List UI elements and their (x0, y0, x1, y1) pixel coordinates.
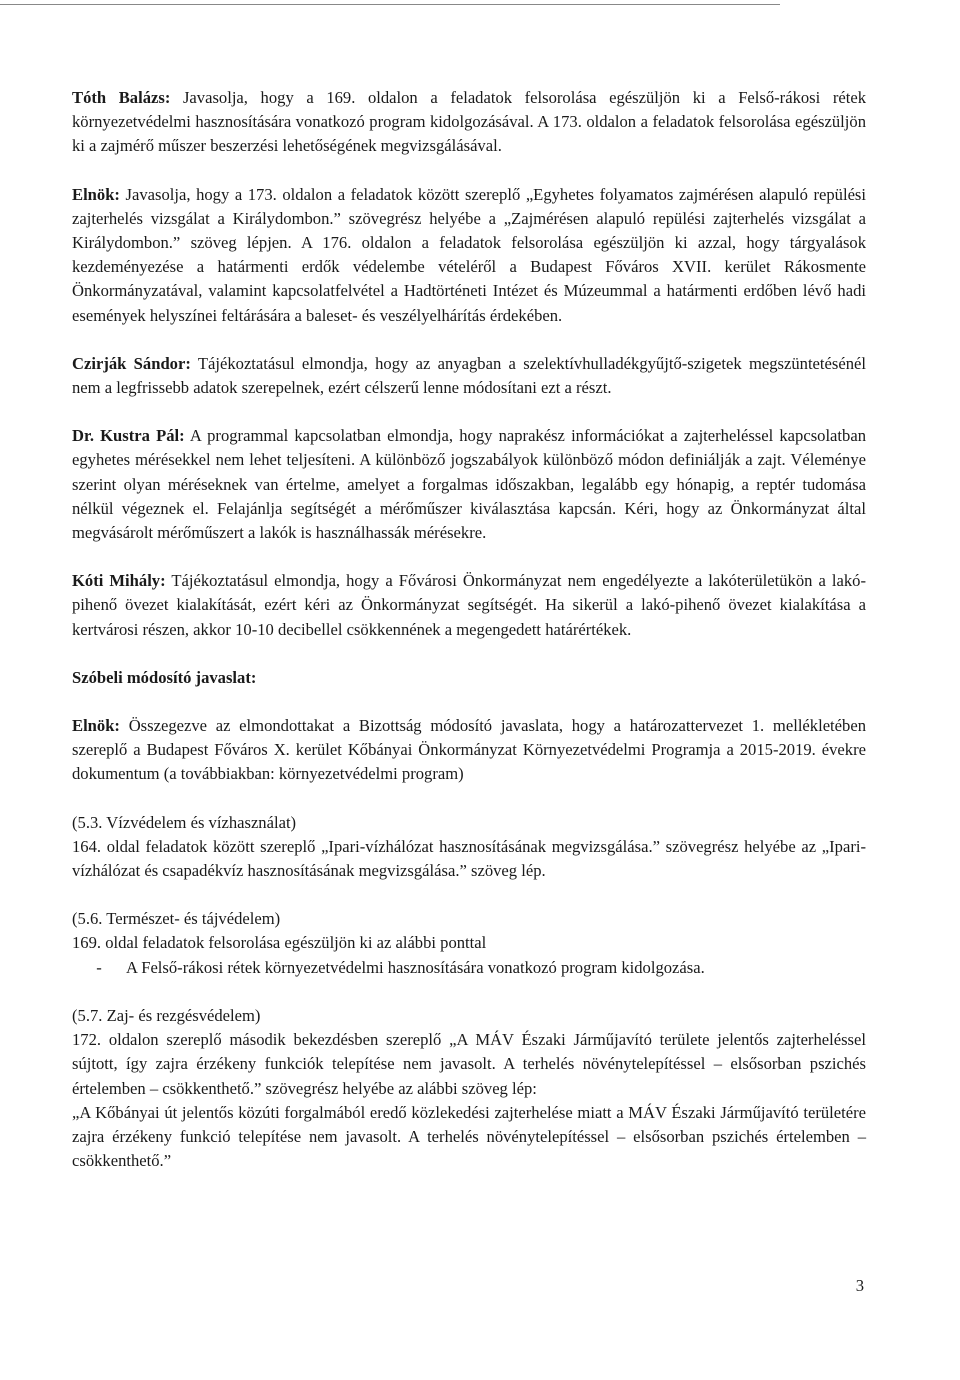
document-page (72, 86, 866, 1173)
speaker-name: Kóti Mihály: (72, 571, 166, 591)
paragraph-text: Tájékoztatásul elmondja, hogy az anyagban a szelektívhulladékgyűjtő-szigetek megszüntetésénél nem a legfrissebb adatok szerepelnek, ezért célszerű lenne módosítani ezt a részt. (72, 353, 866, 398)
top-border-line (0, 4, 780, 5)
heading-text: Szóbeli módosító javaslat: (72, 667, 257, 687)
section-title: (5.7. Zaj- és rezgésvédelem) (72, 1005, 261, 1025)
paragraph-text: Javasolja, hogy a 169. oldalon a feladatok felsorolása egészüljön ki a Felső-rákosi rétek környezetvédelmi hasznosítására vonatkozó program kidolgozásával. A 173. oldalon a feladatok felsorolása egészüljön ki a zajmérő műszer beszerzési lehetőségének megvizsgálásával. (72, 88, 866, 156)
paragraph-koti (72, 569, 866, 642)
paragraph-text: A programmal kapcsolatban elmondja, hogy naprakész információkat a zajterheléssel kapcsolatban egyhetes mérésekkel nem lehet teljesíteni. A különböző jogszabályok különböző módon definiálják a zajt. Véleménye szerint olyan méréseknek van értelme, amelyet a forgalmas időszakban, legalább egy hónapig, a reptér tudomása nélkül végeznek el. Felajánlja segítségét a mérőműszer kiválasztása kapcsán. Kéri, hogy az Önkormányzat által megvásárolt mérőműszert a lakók is használhassák mérésekre. (72, 426, 866, 543)
section-body: 172. oldalon szereplő második bekezdésben szereplő „A MÁV Északi Járműjavító területe jelentős zajterheléssel sújtott, így zajra érzékeny funkciók telepítése nem javasolt. A terhelés növénytelepítéssel – elsősorban pszichés értelemben – csökkenthető.” szövegrész helyébe az alábbi szöveg lép: (72, 1030, 866, 1098)
paragraph-czirjak (72, 352, 866, 400)
paragraph-text: Összegezve az elmondottakat a Bizottság módosító javaslata, hogy a határozattervezet 1. mellékletében szereplő a Budapest Főváros X. kerület Kőbányai Önkormányzat Környezetvédelmi Programja a 2015-2019. évekre dokumentum (a továbbiakban: környezetvédelmi program) (72, 716, 866, 784)
section-noise (72, 1004, 866, 1173)
speaker-name: Czirják Sándor: (72, 353, 191, 373)
list-dash: - (96, 957, 102, 977)
section-body: 164. oldal feladatok között szereplő „Ipari-vízhálózat hasznosításának megvizsgálása.” szövegrész helyébe az „Ipari-vízhálózat és csapadékvíz hasznosításának megvizsgálása.” szöveg lép. (72, 836, 866, 881)
page-number: 3 (855, 1276, 864, 1295)
paragraph-elnok-2 (72, 714, 866, 787)
section-nature (72, 907, 866, 980)
paragraph-toth (72, 86, 866, 159)
list-item (72, 956, 866, 980)
speaker-name: Dr. Kustra Pál: (72, 426, 185, 446)
section-body: 169. oldal feladatok felsorolása egészüljön ki az alábbi ponttal (72, 933, 487, 953)
section-title: (5.6. Természet- és tájvédelem) (72, 909, 281, 929)
speaker-name: Elnök: (72, 716, 120, 736)
section-heading (72, 666, 866, 690)
speaker-name: Tóth Balázs: (72, 88, 171, 107)
section-quote: „A Kőbányai út jelentős közúti forgalmából eredő közlekedési zajterhelése miatt a MÁV Északi Járműjavító területére zajra érzékeny funkció telepítése nem javasolt. A terhelés növénytelepítéssel – elsősorban pszichés értelemben – csökkenthető.” (72, 1102, 866, 1171)
speaker-name: Elnök: (72, 184, 120, 204)
paragraph-kustra (72, 424, 866, 545)
section-water (72, 811, 866, 884)
paragraph-text: Javasolja, hogy a 173. oldalon a feladatok között szereplő „Egyhetes folyamatos zajmérésen alapuló repülési zajterhelés vizsgálat a Királydombon.” szövegrész helyébe a „Zajmérésen alapuló repülési zajterhelés vizsgálat a Királydombon.” szöveg lépjen. A 176. oldalon a feladatok felsorolása egészüljön ki azzal, hogy tárgyalások kezdeményezése a határmenti erdők védelembe vételéről a Budapest Főváros XVII. kerület Rákosmente Önkormányzatával, valamint kapcsolatfelvétel a Hadtörténeti Intézet és Múzeummal a határmenti erdőben lévő hadi események helyszínei feltárására a baleset- és veszélyelhárítás érdekében. (72, 184, 866, 325)
list-item-text: A Felső-rákosi rétek környezetvédelmi hasznosítására vonatkozó program kidolgozása. (126, 957, 705, 977)
paragraph-text: Tájékoztatásul elmondja, hogy a Fővárosi Önkormányzat nem engedélyezte a lakóterületükön a lakó-pihenő övezet kialakítását, ezért kéri az Önkormányzat segítségét. Ha sikerül a lakó-pihenő övezet kialakítása a kertvárosi részen, akkor 10-10 decibellel csökkennének a megengedett határértékek. (72, 571, 866, 639)
paragraph-elnok-1 (72, 183, 866, 328)
section-title: (5.3. Vízvédelem és vízhasználat) (72, 812, 297, 832)
